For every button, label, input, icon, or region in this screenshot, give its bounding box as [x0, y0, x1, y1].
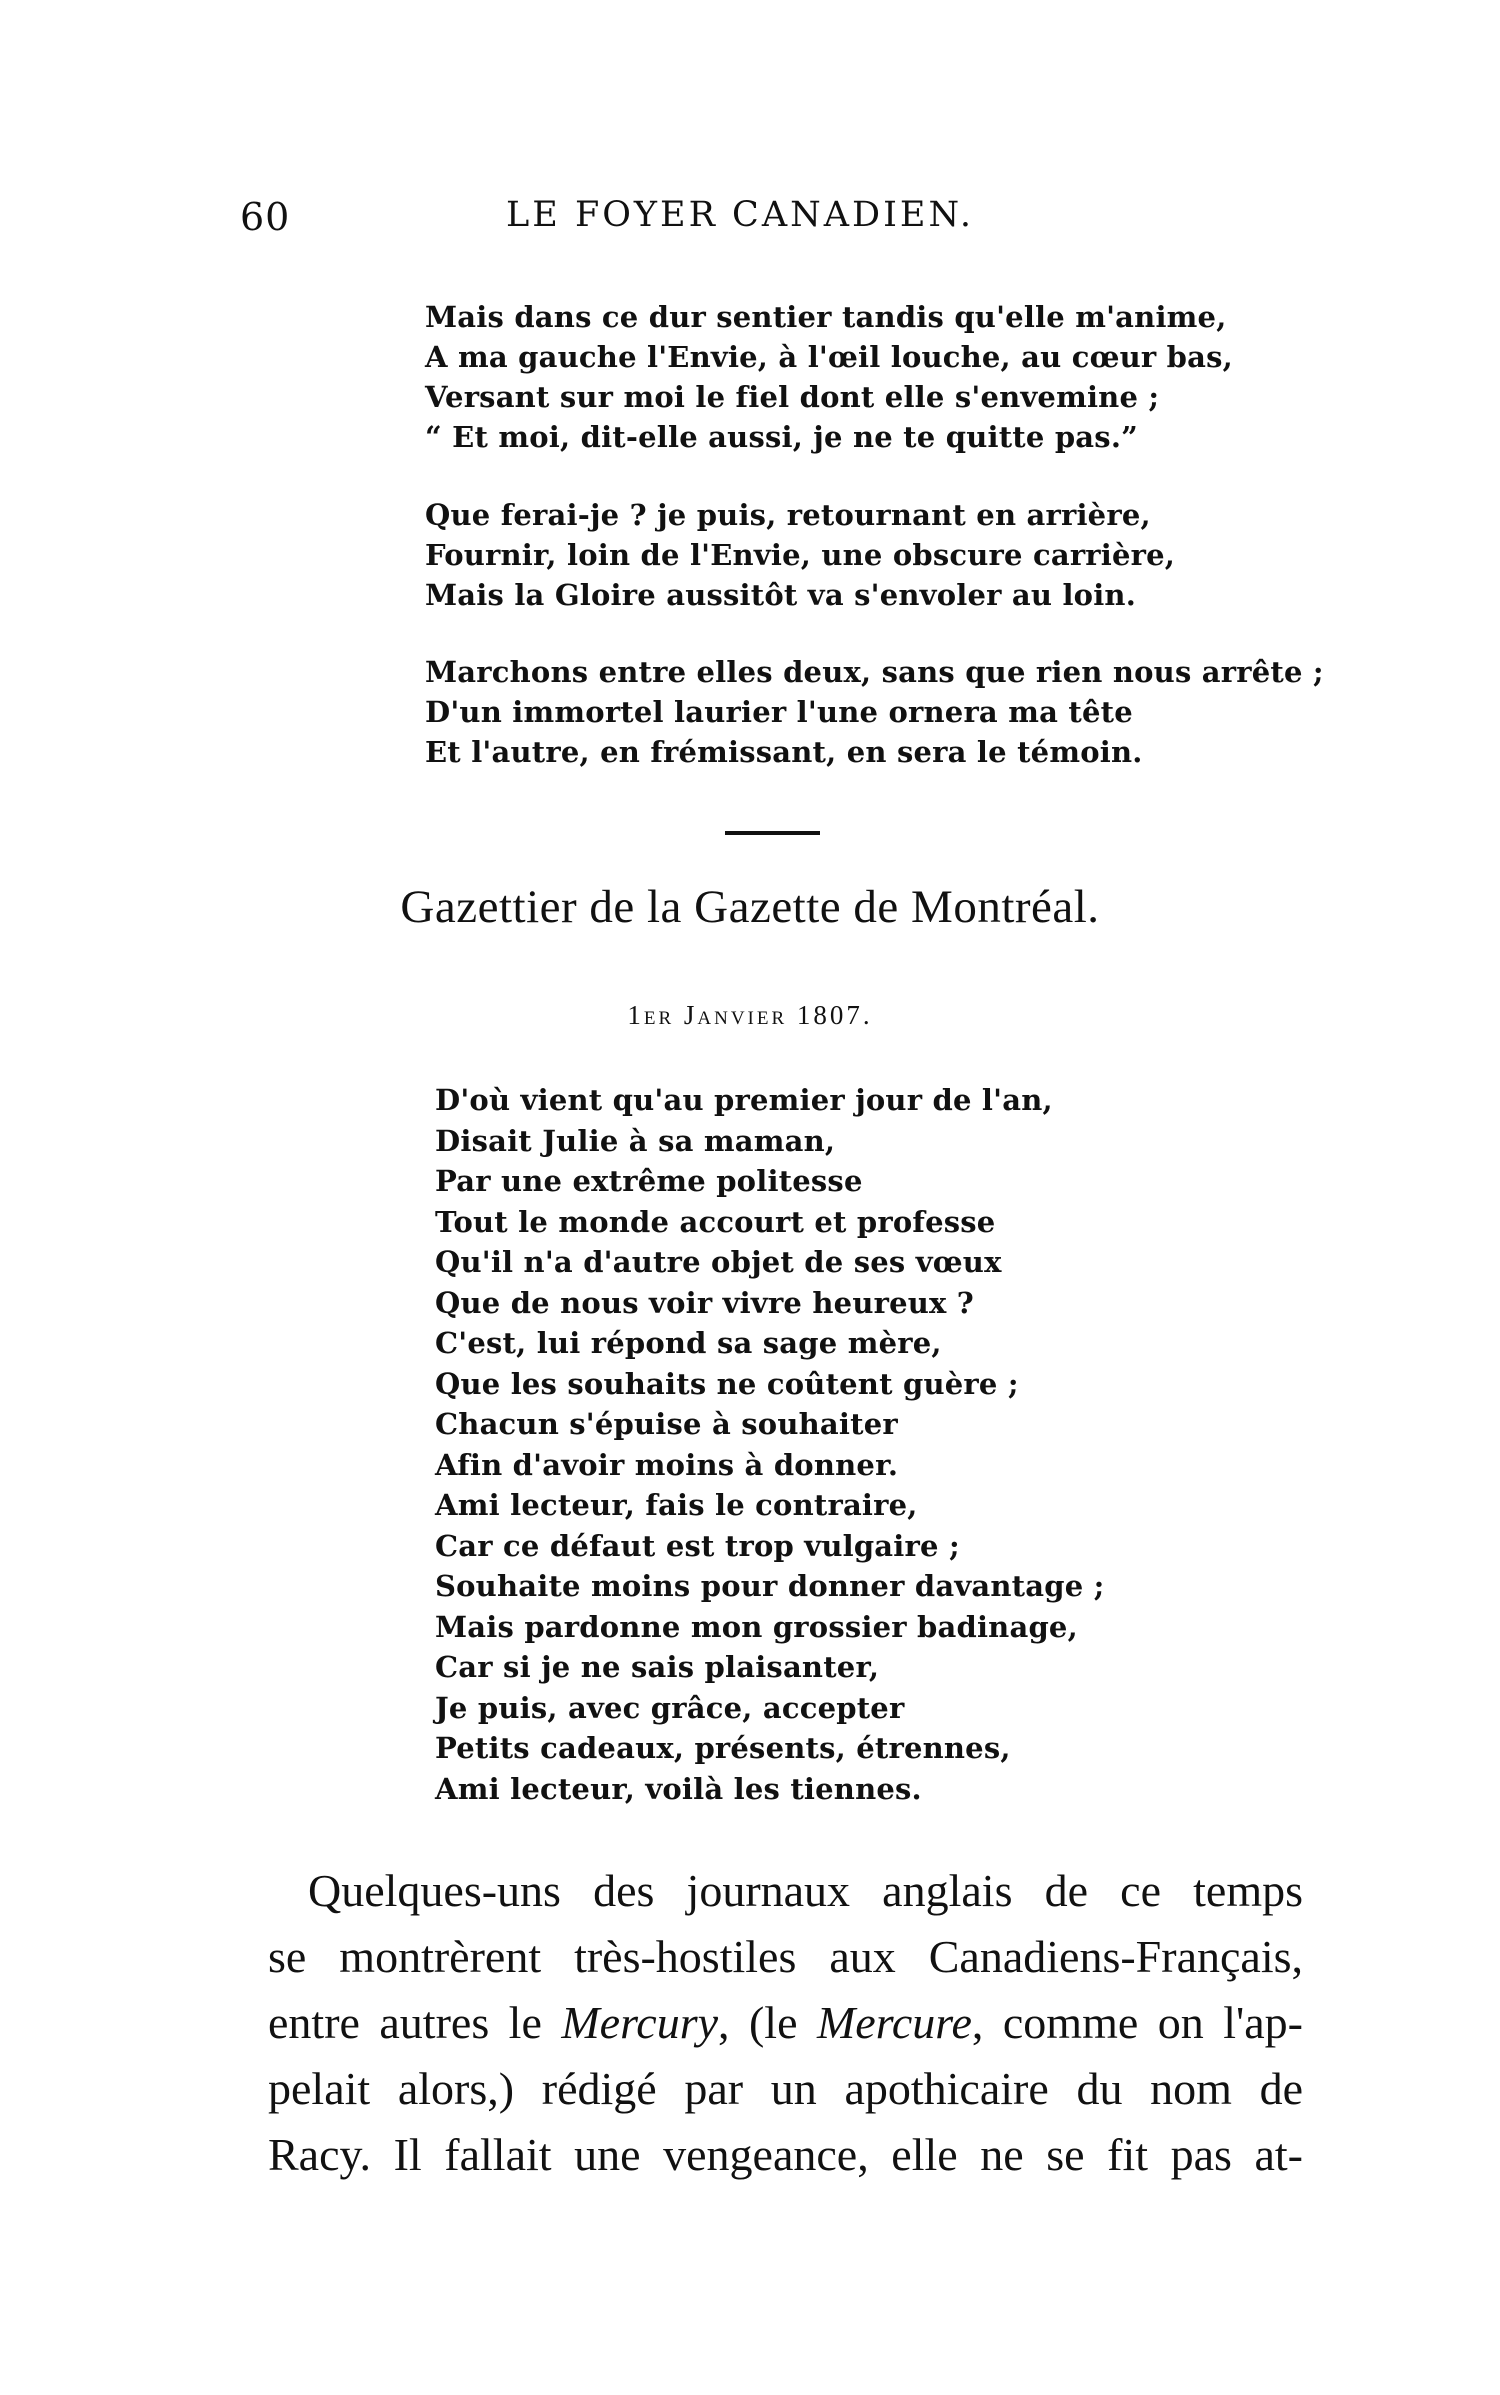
- poem-line: Souhaite moins pour donner davantage ;: [435, 1569, 1105, 1603]
- newspaper-title-mercure: Mercure: [816, 1997, 972, 2048]
- paragraph-line: pelait alors,) rédigé par un apothicaire du nom de: [268, 2063, 1303, 2114]
- paragraph-text: entre autres le: [268, 1997, 562, 2048]
- page-number: 60: [240, 195, 291, 239]
- section-separator-rule: [725, 831, 820, 835]
- verse-stanza-2: [425, 495, 1175, 615]
- newspaper-title-mercury: Mercury: [561, 1997, 719, 2048]
- verse-line: Marchons entre elles deux, sans que rien nous arrête ;: [425, 655, 1324, 689]
- poem-line: Disait Julie à sa maman,: [435, 1123, 836, 1158]
- page-header: [240, 195, 1300, 255]
- running-title: LE FOYER CANADIEN.: [506, 195, 974, 235]
- verse-stanza-3: [425, 652, 1324, 772]
- poem-line: Petits cadeaux, présents, étrennes,: [435, 1731, 1011, 1765]
- paragraph-text: , (le: [718, 1997, 817, 2048]
- verse-line: Que ferai-je ? je puis, retournant en arrière,: [425, 498, 1151, 532]
- paragraph-text: , comme on l'ap-: [971, 1997, 1303, 2048]
- section-date: 1er Janvier 1807.: [627, 1000, 873, 1030]
- poem-line: Mais pardonne mon grossier badinage,: [435, 1609, 1078, 1644]
- poem-line: D'où vient qu'au premier jour de l'an,: [435, 1083, 1053, 1117]
- verse-line: A ma gauche l'Envie, à l'œil louche, au cœur bas,: [425, 340, 1233, 374]
- verse-line: “ Et moi, dit-elle aussi, je ne te quitte pas.”: [425, 420, 1139, 454]
- paragraph-line: Quelques-uns des journaux anglais de ce temps: [308, 1865, 1303, 1916]
- verse-line: Fournir, loin de l'Envie, une obscure carrière,: [425, 538, 1176, 572]
- verse-line: Et l'autre, en frémissant, en sera le témoin.: [425, 735, 1143, 769]
- verse-line: D'un immortel laurier l'une ornera ma tête: [425, 695, 1133, 729]
- poem-line: C'est, lui répond sa sage mère,: [435, 1326, 942, 1360]
- verse-stanza-1: [425, 297, 1233, 457]
- poem-line: Ami lecteur, fais le contraire,: [435, 1488, 918, 1522]
- paragraph-line: [268, 1990, 1303, 2056]
- poem-line: Je puis, avec grâce, accepter: [435, 1690, 905, 1725]
- verse-line: Mais dans ce dur sentier tandis qu'elle m'anime,: [425, 300, 1227, 334]
- section-title: Gazettier de la Gazette de Montréal.: [400, 881, 1100, 933]
- poem-line: Chacun s'épuise à souhaiter: [435, 1407, 898, 1441]
- paragraph-line: Racy. Il fallait une vengeance, elle ne se fit pas at-: [268, 2129, 1303, 2180]
- poem-line: Car ce défaut est trop vulgaire ;: [435, 1528, 960, 1563]
- poem-line: Que de nous voir vivre heureux ?: [435, 1285, 974, 1320]
- paragraph-line: se montrèrent très-hostiles aux Canadiens-Français,: [268, 1931, 1303, 1982]
- poem-line: Afin d'avoir moins à donner.: [435, 1447, 899, 1482]
- poem-line: Par une extrême politesse: [435, 1164, 863, 1198]
- poem-line: Tout le monde accourt et professe: [435, 1204, 996, 1239]
- body-paragraph: [268, 1858, 1303, 2188]
- poem-line: Que les souhaits ne coûtent guère ;: [435, 1366, 1019, 1401]
- poem: [435, 1080, 1105, 1809]
- verse-line: Versant sur moi le fiel dont elle s'envemine ;: [425, 380, 1160, 414]
- poem-line: Ami lecteur, voilà les tiennes.: [435, 1771, 922, 1806]
- verse-line: Mais la Gloire aussitôt va s'envoler au loin.: [425, 578, 1137, 612]
- poem-line: Qu'il n'a d'autre objet de ses vœux: [435, 1245, 1002, 1279]
- poem-line: Car si je ne sais plaisanter,: [435, 1650, 880, 1684]
